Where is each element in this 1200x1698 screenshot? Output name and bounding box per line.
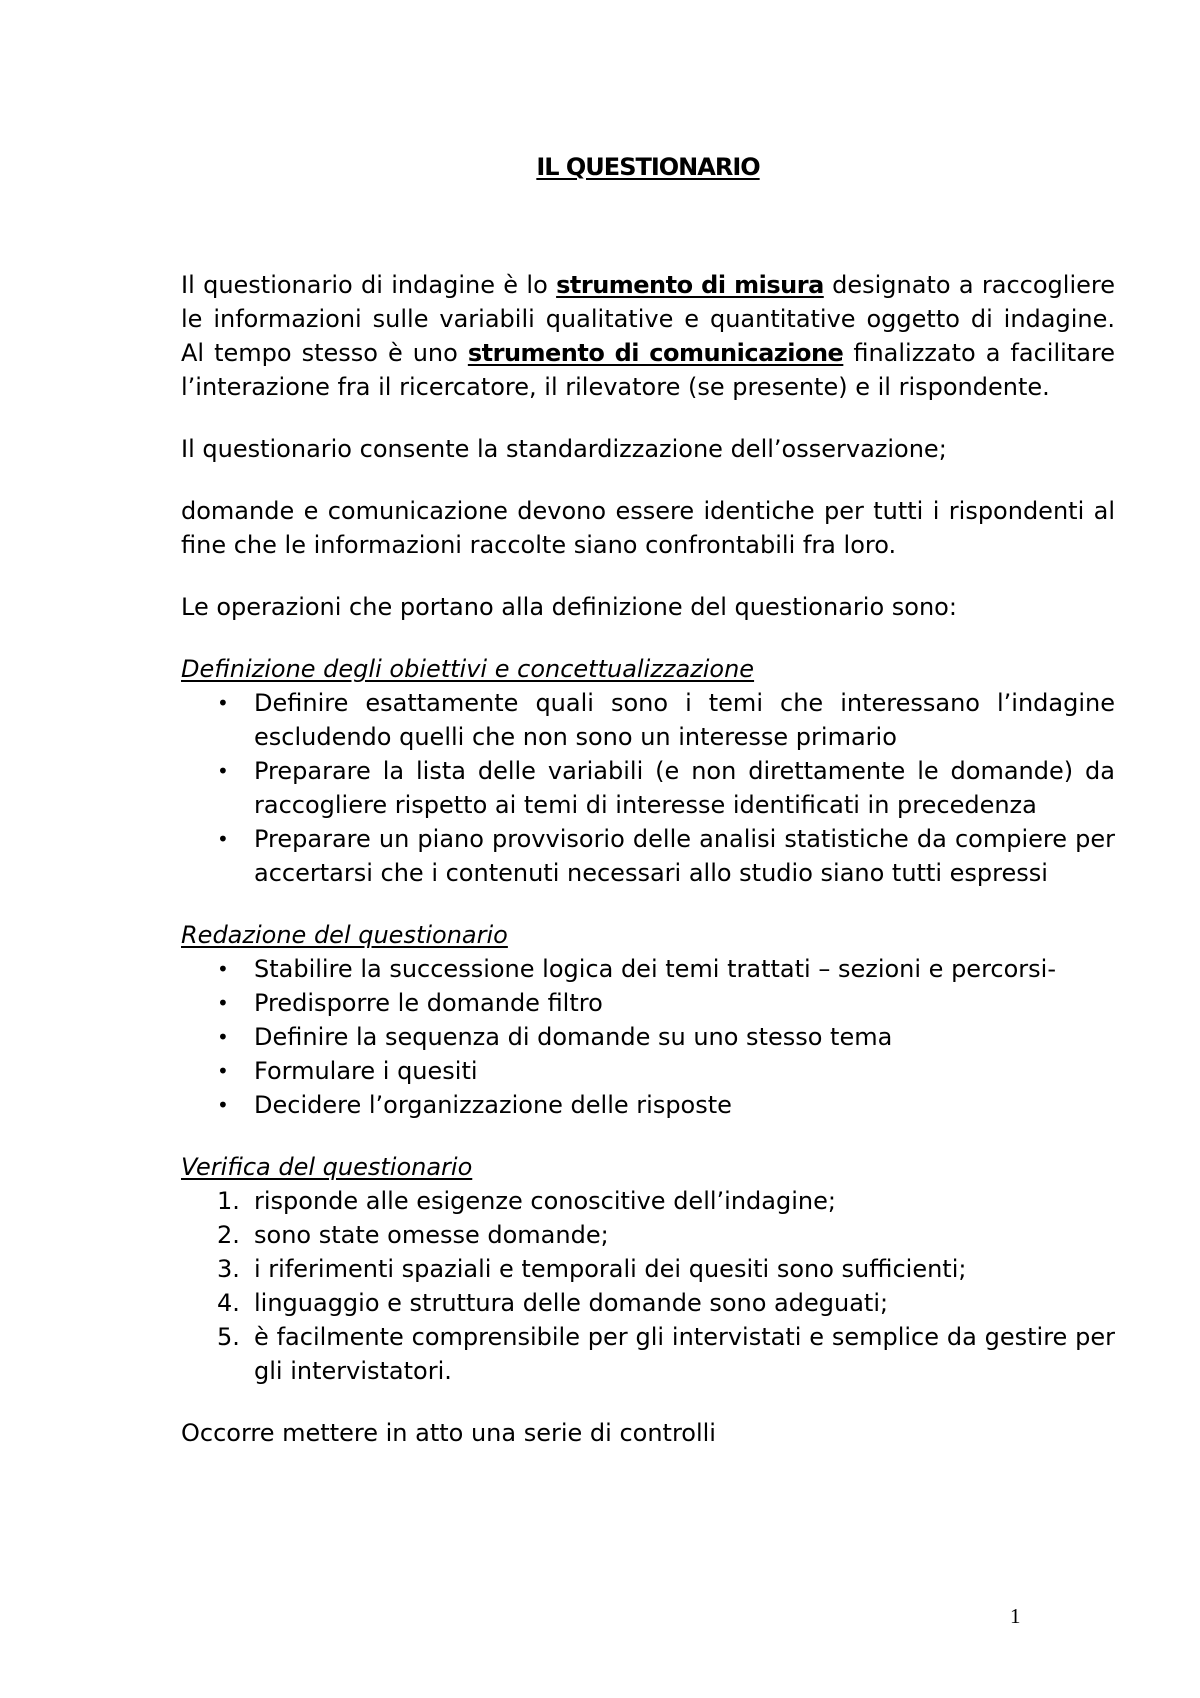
closing-paragraph: Occorre mettere in atto una serie di controlli (181, 1419, 716, 1447)
bullet-icon: • (217, 1025, 229, 1049)
drafting-list (181, 952, 1115, 1122)
bullet-icon: • (217, 957, 229, 981)
intro-text-3: finalizzato a facilitare l’interazione fra il ricercatore, il rilevatore (se presente) e il rispondente. (181, 339, 1116, 401)
list-number: 3. (217, 1255, 240, 1283)
list-item: • Preparare la lista delle variabili (e non direttamente le domande) da raccogliere rispetto ai temi di interesse identificati in precedenza (181, 754, 1115, 822)
bullet-icon: • (217, 827, 229, 851)
bullet-icon: • (217, 759, 229, 783)
section-heading-drafting: Redazione del questionario (181, 921, 508, 949)
operations-paragraph: Le operazioni che portano alla definizione del questionario sono: (181, 593, 957, 621)
intro-text-2: designato a raccogliere le informazioni sulle variabili qualitative e quantitative oggetto di indagine. Al tempo stesso è uno (181, 271, 1116, 367)
document-title: IL QUESTIONARIO (536, 153, 760, 181)
bullet-icon: • (217, 1093, 229, 1117)
list-item: • Decidere l’organizzazione delle risposte (181, 1088, 1115, 1122)
intro-paragraph (181, 268, 1115, 404)
list-item: 4. linguaggio e struttura delle domande sono adeguati; (181, 1286, 1115, 1320)
list-number: 2. (217, 1221, 240, 1249)
list-number: 1. (217, 1187, 240, 1215)
list-item: • Stabilire la successione logica dei temi trattati – sezioni e percorsi- (181, 952, 1115, 986)
identical-questions-paragraph: domande e comunicazione devono essere identiche per tutti i rispondenti al fine che le informazioni raccolte siano confrontabili fra loro. (181, 497, 1115, 559)
bullet-icon: • (217, 991, 229, 1015)
list-item: 5. è facilmente comprensibile per gli intervistati e semplice da gestire per gli intervistatori. (181, 1320, 1115, 1388)
page-number: 1 (1010, 1604, 1021, 1628)
list-number: 5. (217, 1323, 240, 1351)
section-heading-objectives: Definizione degli obiettivi e concettualizzazione (181, 655, 755, 683)
list-item: • Formulare i quesiti (181, 1054, 1115, 1088)
intro-text-1: Il questionario di indagine è lo (181, 271, 557, 299)
list-item: 1. risponde alle esigenze conoscitive dell’indagine; (181, 1184, 1115, 1218)
list-item: 2. sono state omesse domande; (181, 1218, 1115, 1252)
bullet-icon: • (217, 691, 229, 715)
term-strumento-di-misura: strumento di misura (556, 271, 824, 299)
verification-list (181, 1184, 1115, 1388)
term-strumento-di-comunicazione: strumento di comunicazione (467, 339, 844, 367)
list-number: 4. (217, 1289, 240, 1317)
document-body (181, 150, 1115, 1450)
objectives-list (181, 686, 1115, 890)
list-item: • Definire esattamente quali sono i temi che interessano l’indagine escludendo quelli che non sono un interesse primario (181, 686, 1115, 754)
standardization-paragraph: Il questionario consente la standardizzazione dell’osservazione; (181, 435, 947, 463)
list-item: • Preparare un piano provvisorio delle analisi statistiche da compiere per accertarsi che i contenuti necessari allo studio siano tutti espressi (181, 822, 1115, 890)
list-item: 3. i riferimenti spaziali e temporali dei quesiti sono sufficienti; (181, 1252, 1115, 1286)
list-item: • Definire la sequenza di domande su uno stesso tema (181, 1020, 1115, 1054)
section-heading-verification: Verifica del questionario (181, 1153, 473, 1181)
bullet-icon: • (217, 1059, 229, 1083)
list-item: • Predisporre le domande filtro (181, 986, 1115, 1020)
